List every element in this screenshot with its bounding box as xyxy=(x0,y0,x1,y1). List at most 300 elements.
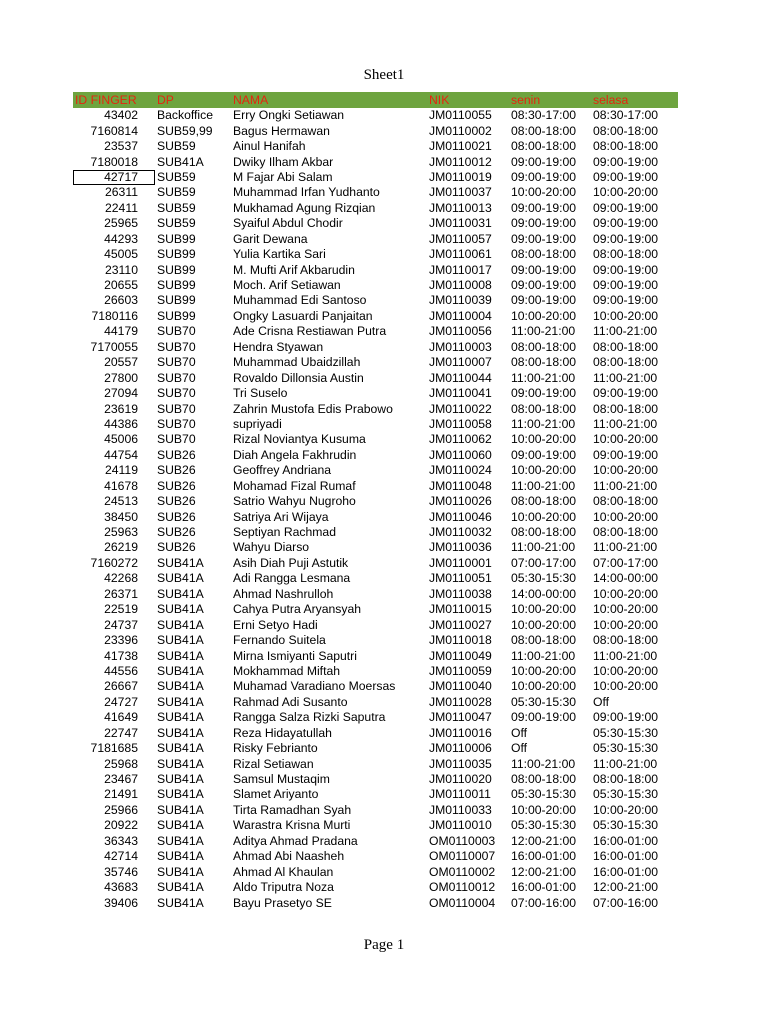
cell-id-finger[interactable]: 23537 xyxy=(104,139,138,154)
cell-selasa[interactable]: 09:00-19:00 xyxy=(593,200,659,215)
cell-dp[interactable]: SUB99 xyxy=(157,293,196,308)
cell-dp[interactable]: SUB99 xyxy=(157,278,196,293)
cell-senin[interactable]: 11:00-21:00 xyxy=(511,324,576,339)
cell-nik[interactable]: JM0110016 xyxy=(429,725,492,740)
cell-dp[interactable]: SUB99 xyxy=(157,247,196,262)
cell-senin[interactable]: 09:00-19:00 xyxy=(511,710,577,725)
cell-dp[interactable]: SUB41A xyxy=(157,679,204,694)
cell-senin[interactable]: 09:00-19:00 xyxy=(511,293,577,308)
cell-id-finger[interactable]: 7180018 xyxy=(90,154,138,169)
cell-nama[interactable]: M. Mufti Arif Akbarudin xyxy=(233,262,355,277)
cell-id-finger[interactable]: 41738 xyxy=(104,648,138,663)
cell-id-finger[interactable]: 38450 xyxy=(104,509,138,524)
cell-nik[interactable]: JM0110037 xyxy=(429,185,492,200)
cell-dp[interactable]: SUB41A xyxy=(157,617,204,632)
cell-nik[interactable]: JM0110013 xyxy=(429,200,492,215)
cell-selasa[interactable]: 05:30-15:30 xyxy=(593,818,659,833)
cell-nik[interactable]: JM0110028 xyxy=(429,694,492,709)
cell-nama[interactable]: Mokhammad Miftah xyxy=(233,663,341,678)
cell-selasa[interactable]: 09:00-19:00 xyxy=(593,710,659,725)
cell-senin[interactable]: 09:00-19:00 xyxy=(511,278,577,293)
cell-senin[interactable]: 11:00-21:00 xyxy=(511,416,576,431)
cell-dp[interactable]: SUB41A xyxy=(157,663,204,678)
cell-nik[interactable]: JM0110059 xyxy=(429,663,492,678)
cell-id-finger[interactable]: 23467 xyxy=(104,772,138,787)
cell-senin[interactable]: Off xyxy=(511,741,528,756)
cell-nik[interactable]: JM0110060 xyxy=(429,447,492,462)
cell-selasa[interactable]: 10:00-20:00 xyxy=(593,679,659,694)
cell-id-finger[interactable]: 43683 xyxy=(104,880,138,895)
cell-nik[interactable]: JM0110035 xyxy=(429,756,492,771)
cell-nik[interactable]: JM0110057 xyxy=(429,231,492,246)
cell-senin[interactable]: 05:30-15:30 xyxy=(511,818,577,833)
cell-id-finger[interactable]: 22519 xyxy=(104,602,138,617)
cell-nama[interactable]: Syaiful Abdul Chodir xyxy=(233,216,343,231)
cell-id-finger[interactable]: 26311 xyxy=(105,185,138,200)
cell-senin[interactable]: 16:00-01:00 xyxy=(511,849,577,864)
cell-nik[interactable]: JM0110056 xyxy=(429,324,492,339)
cell-id-finger[interactable]: 23396 xyxy=(104,633,138,648)
cell-senin[interactable]: 10:00-20:00 xyxy=(511,308,577,323)
cell-nama[interactable]: Tirta Ramadhan Syah xyxy=(233,802,352,817)
cell-senin[interactable]: 10:00-20:00 xyxy=(511,185,577,200)
cell-selasa[interactable]: 11:00-21:00 xyxy=(593,324,658,339)
cell-nama[interactable]: Rizal Setiawan xyxy=(233,756,314,771)
cell-senin[interactable]: 10:00-20:00 xyxy=(511,617,577,632)
cell-senin[interactable]: Off xyxy=(511,725,528,740)
cell-selasa[interactable]: 08:00-18:00 xyxy=(593,525,659,540)
cell-nama[interactable]: Asih Diah Puji Astutik xyxy=(233,555,349,570)
cell-nik[interactable]: JM0110044 xyxy=(429,370,492,385)
cell-dp[interactable]: SUB59 xyxy=(157,216,196,231)
cell-selasa[interactable]: 10:00-20:00 xyxy=(593,509,659,524)
cell-id-finger[interactable]: 41649 xyxy=(104,710,138,725)
cell-nik[interactable]: JM0110058 xyxy=(429,416,492,431)
cell-senin[interactable]: 09:00-19:00 xyxy=(511,216,577,231)
cell-selasa[interactable]: 10:00-20:00 xyxy=(593,586,659,601)
cell-selasa[interactable]: 10:00-20:00 xyxy=(593,602,659,617)
cell-nik[interactable]: JM0110007 xyxy=(429,355,492,370)
cell-senin[interactable]: 08:00-18:00 xyxy=(511,355,577,370)
cell-nik[interactable]: JM0110024 xyxy=(429,463,492,478)
cell-nama[interactable]: Mirna Ismiyanti Saputri xyxy=(233,648,357,663)
cell-id-finger[interactable]: 36343 xyxy=(104,833,138,848)
cell-senin[interactable]: 10:00-20:00 xyxy=(511,602,577,617)
cell-selasa[interactable]: 05:30-15:30 xyxy=(593,725,659,740)
cell-dp[interactable]: SUB59 xyxy=(157,185,196,200)
cell-selasa[interactable]: 10:00-20:00 xyxy=(593,308,659,323)
cell-selasa[interactable]: 05:30-15:30 xyxy=(593,787,659,802)
cell-selasa[interactable]: 10:00-20:00 xyxy=(593,802,659,817)
cell-id-finger[interactable]: 26603 xyxy=(104,293,138,308)
cell-selasa[interactable]: 09:00-19:00 xyxy=(593,386,659,401)
cell-nik[interactable]: JM0110002 xyxy=(429,123,492,138)
cell-selasa[interactable]: 11:00-21:00 xyxy=(593,540,658,555)
cell-dp[interactable]: SUB41A xyxy=(157,772,204,787)
cell-senin[interactable]: 08:00-18:00 xyxy=(511,339,577,354)
cell-nik[interactable]: JM0110055 xyxy=(429,108,492,123)
cell-nama[interactable]: Adi Rangga Lesmana xyxy=(233,571,351,586)
cell-nama[interactable]: Slamet Ariyanto xyxy=(233,787,319,802)
cell-nik[interactable]: JM0110022 xyxy=(429,401,492,416)
cell-senin[interactable]: 08:00-18:00 xyxy=(511,633,577,648)
cell-id-finger[interactable]: 25965 xyxy=(104,216,138,231)
cell-selasa[interactable]: 09:00-19:00 xyxy=(593,169,659,184)
cell-id-finger[interactable]: 22411 xyxy=(105,200,138,215)
cell-senin[interactable]: 05:30-15:30 xyxy=(511,571,577,586)
cell-senin[interactable]: 08:00-18:00 xyxy=(511,525,577,540)
cell-nama[interactable]: Septiyan Rachmad xyxy=(233,525,336,540)
cell-nik[interactable]: JM0110062 xyxy=(429,432,492,447)
cell-selasa[interactable]: 08:00-18:00 xyxy=(593,247,659,262)
cell-selasa[interactable]: 10:00-20:00 xyxy=(593,617,659,632)
cell-dp[interactable]: SUB26 xyxy=(157,525,196,540)
cell-selasa[interactable]: 11:00-21:00 xyxy=(593,416,658,431)
cell-dp[interactable]: SUB26 xyxy=(157,509,196,524)
cell-senin[interactable]: 10:00-20:00 xyxy=(511,463,577,478)
cell-id-finger[interactable]: 43402 xyxy=(104,108,138,123)
cell-nama[interactable]: Garit Dewana xyxy=(233,231,308,246)
cell-nik[interactable]: OM0110007 xyxy=(429,849,496,864)
cell-selasa[interactable]: 16:00-01:00 xyxy=(593,864,659,879)
cell-nik[interactable]: JM0110001 xyxy=(429,555,492,570)
cell-selasa[interactable]: 08:00-18:00 xyxy=(593,401,659,416)
cell-id-finger[interactable]: 20655 xyxy=(104,278,138,293)
cell-id-finger[interactable]: 7181685 xyxy=(90,741,138,756)
cell-selasa[interactable]: 08:00-18:00 xyxy=(593,355,659,370)
cell-nik[interactable]: JM0110020 xyxy=(429,772,492,787)
cell-nik[interactable]: JM0110018 xyxy=(429,633,492,648)
cell-selasa[interactable]: 09:00-19:00 xyxy=(593,278,659,293)
cell-nama[interactable]: Erry Ongki Setiawan xyxy=(233,108,345,123)
cell-id-finger[interactable]: 41678 xyxy=(104,478,138,493)
cell-nama[interactable]: Mukhamad Agung Rizqian xyxy=(233,200,376,215)
cell-selasa[interactable]: 09:00-19:00 xyxy=(593,447,659,462)
cell-nama[interactable]: Diah Angela Fakhrudin xyxy=(233,447,357,462)
cell-selasa[interactable]: 05:30-15:30 xyxy=(593,741,659,756)
cell-senin[interactable]: 14:00-00:00 xyxy=(511,586,577,601)
cell-senin[interactable]: 10:00-20:00 xyxy=(511,509,577,524)
cell-nik[interactable]: JM0110048 xyxy=(429,478,492,493)
cell-senin[interactable]: 08:00-18:00 xyxy=(511,139,577,154)
cell-id-finger[interactable]: 45006 xyxy=(104,432,138,447)
cell-selasa[interactable]: 09:00-19:00 xyxy=(593,154,659,169)
cell-senin[interactable]: 12:00-21:00 xyxy=(511,833,577,848)
cell-dp[interactable]: SUB70 xyxy=(157,386,196,401)
cell-id-finger[interactable]: 35746 xyxy=(104,864,138,879)
cell-nik[interactable]: JM0110017 xyxy=(429,262,492,277)
cell-nama[interactable]: Moch. Arif Setiawan xyxy=(233,278,341,293)
cell-selasa[interactable]: 08:30-17:00 xyxy=(593,108,659,123)
cell-nama[interactable]: Ongky Lasuardi Panjaitan xyxy=(233,308,373,323)
cell-senin[interactable]: 16:00-01:00 xyxy=(511,880,577,895)
cell-dp[interactable]: SUB41A xyxy=(157,586,204,601)
cell-senin[interactable]: 10:00-20:00 xyxy=(511,679,577,694)
cell-nik[interactable]: JM0110047 xyxy=(429,710,492,725)
cell-nama[interactable]: Dwiky Ilham Akbar xyxy=(233,154,334,169)
cell-dp[interactable]: SUB41A xyxy=(157,895,204,910)
cell-nik[interactable]: JM0110041 xyxy=(429,386,492,401)
cell-id-finger[interactable]: 7160272 xyxy=(90,555,138,570)
cell-id-finger[interactable]: 26219 xyxy=(104,540,138,555)
cell-selasa[interactable]: 08:00-18:00 xyxy=(593,772,659,787)
cell-nik[interactable]: JM0110003 xyxy=(429,339,492,354)
cell-id-finger[interactable]: 24737 xyxy=(104,617,138,632)
cell-dp[interactable]: SUB41A xyxy=(157,756,204,771)
cell-selasa[interactable]: 08:00-18:00 xyxy=(593,494,659,509)
cell-dp[interactable]: Backoffice xyxy=(157,108,214,123)
cell-senin[interactable]: 05:30-15:30 xyxy=(511,787,577,802)
cell-id-finger[interactable]: 26371 xyxy=(104,586,138,601)
cell-senin[interactable]: 08:00-18:00 xyxy=(511,401,577,416)
cell-dp[interactable]: SUB26 xyxy=(157,478,196,493)
cell-nama[interactable]: Rahmad Adi Susanto xyxy=(233,694,348,709)
cell-nama[interactable]: Reza Hidayatullah xyxy=(233,725,332,740)
cell-id-finger[interactable]: 22747 xyxy=(104,725,138,740)
cell-nama[interactable]: Wahyu Diarso xyxy=(233,540,310,555)
cell-nik[interactable]: JM0110004 xyxy=(429,308,492,323)
cell-senin[interactable]: 10:00-20:00 xyxy=(511,663,577,678)
cell-dp[interactable]: SUB70 xyxy=(157,401,196,416)
cell-selasa[interactable]: 11:00-21:00 xyxy=(593,370,658,385)
cell-nik[interactable]: JM0110040 xyxy=(429,679,492,694)
cell-dp[interactable]: SUB99 xyxy=(157,308,196,323)
cell-nama[interactable]: Ahmad Nashrulloh xyxy=(233,586,334,601)
cell-nama[interactable]: Zahrin Mustofa Edis Prabowo xyxy=(233,401,393,416)
cell-nik[interactable]: JM0110032 xyxy=(429,525,492,540)
cell-senin[interactable]: 09:00-19:00 xyxy=(511,200,577,215)
cell-id-finger[interactable]: 42268 xyxy=(104,571,138,586)
cell-selasa[interactable]: 11:00-21:00 xyxy=(593,478,658,493)
cell-id-finger[interactable]: 7160814 xyxy=(90,123,138,138)
cell-dp[interactable]: SUB70 xyxy=(157,324,196,339)
cell-dp[interactable]: SUB41A xyxy=(157,818,204,833)
cell-nama[interactable]: Tri Suselo xyxy=(233,386,288,401)
cell-dp[interactable]: SUB41A xyxy=(157,154,204,169)
cell-nama[interactable]: Risky Febrianto xyxy=(233,741,318,756)
cell-nama[interactable]: Bayu Prasetyo SE xyxy=(233,895,332,910)
cell-nama[interactable]: Rovaldo Dillonsia Austin xyxy=(233,370,364,385)
cell-senin[interactable]: 09:00-19:00 xyxy=(511,231,577,246)
cell-id-finger[interactable]: 25968 xyxy=(104,756,138,771)
cell-senin[interactable]: 11:00-21:00 xyxy=(511,370,576,385)
cell-selasa[interactable]: 07:00-16:00 xyxy=(593,895,659,910)
cell-id-finger[interactable]: 27094 xyxy=(104,386,138,401)
cell-selasa[interactable]: 14:00-00:00 xyxy=(593,571,659,586)
cell-nama[interactable]: Samsul Mustaqim xyxy=(233,772,330,787)
cell-id-finger[interactable]: 44754 xyxy=(104,447,138,462)
cell-selasa[interactable]: 08:00-18:00 xyxy=(593,339,659,354)
cell-dp[interactable]: SUB41A xyxy=(157,648,204,663)
cell-nama[interactable]: Muhammad Ubaidzillah xyxy=(233,355,361,370)
cell-nama[interactable]: Rizal Noviantya Kusuma xyxy=(233,432,366,447)
cell-nik[interactable]: OM0110003 xyxy=(429,833,496,848)
cell-selasa[interactable]: 12:00-21:00 xyxy=(593,880,659,895)
cell-dp[interactable]: SUB70 xyxy=(157,355,196,370)
header-senin[interactable]: senin xyxy=(511,93,541,107)
cell-id-finger[interactable]: 44556 xyxy=(104,663,138,678)
cell-nama[interactable]: Mohamad Fizal Rumaf xyxy=(233,478,356,493)
cell-id-finger[interactable]: 24119 xyxy=(105,463,138,478)
cell-senin[interactable]: 11:00-21:00 xyxy=(511,756,576,771)
cell-nik[interactable]: OM0110002 xyxy=(429,864,496,879)
cell-nama[interactable]: Aditya Ahmad Pradana xyxy=(233,833,358,848)
cell-nik[interactable]: JM0110026 xyxy=(429,494,492,509)
cell-id-finger[interactable]: 7180116 xyxy=(91,308,138,323)
cell-nama[interactable]: Bagus Hermawan xyxy=(233,123,330,138)
cell-nama[interactable]: supriyadi xyxy=(233,416,282,431)
cell-id-finger[interactable]: 42714 xyxy=(104,849,138,864)
cell-selasa[interactable]: 08:00-18:00 xyxy=(593,633,659,648)
cell-id-finger[interactable]: 20922 xyxy=(104,818,138,833)
cell-nama[interactable]: Ade Crisna Restiawan Putra xyxy=(233,324,387,339)
cell-senin[interactable]: 09:00-19:00 xyxy=(511,447,577,462)
cell-selasa[interactable]: 11:00-21:00 xyxy=(593,648,658,663)
cell-senin[interactable]: 10:00-20:00 xyxy=(511,432,577,447)
cell-selasa[interactable]: 16:00-01:00 xyxy=(593,849,659,864)
cell-senin[interactable]: 12:00-21:00 xyxy=(511,864,577,879)
cell-dp[interactable]: SUB41A xyxy=(157,694,204,709)
cell-nik[interactable]: JM0110046 xyxy=(429,509,492,524)
cell-id-finger[interactable]: 45005 xyxy=(104,247,138,262)
cell-nama[interactable]: Muhamad Varadiano Moersas xyxy=(233,679,396,694)
cell-selasa[interactable]: 07:00-17:00 xyxy=(593,555,659,570)
cell-nik[interactable]: OM0110004 xyxy=(429,895,496,910)
cell-dp[interactable]: SUB41A xyxy=(157,787,204,802)
cell-dp[interactable]: SUB41A xyxy=(157,864,204,879)
cell-nik[interactable]: JM0110008 xyxy=(429,278,492,293)
cell-id-finger[interactable]: 21491 xyxy=(104,787,138,802)
cell-id-finger[interactable]: 25963 xyxy=(104,525,138,540)
cell-nik[interactable]: JM0110061 xyxy=(429,247,492,262)
cell-id-finger[interactable]: 44293 xyxy=(104,231,138,246)
cell-selasa[interactable]: 16:00-01:00 xyxy=(593,833,659,848)
cell-nik[interactable]: JM0110019 xyxy=(429,169,492,184)
cell-nik[interactable]: JM0110010 xyxy=(429,818,492,833)
cell-selasa[interactable]: Off xyxy=(593,694,610,709)
cell-nama[interactable]: Ahmad Abi Naasheh xyxy=(233,849,345,864)
cell-nama[interactable]: Erni Setyo Hadi xyxy=(233,617,318,632)
cell-senin[interactable]: 07:00-16:00 xyxy=(511,895,577,910)
cell-selasa[interactable]: 09:00-19:00 xyxy=(593,216,659,231)
header-nama[interactable]: NAMA xyxy=(233,93,269,107)
header-dp[interactable]: DP xyxy=(157,93,174,107)
cell-senin[interactable]: 09:00-19:00 xyxy=(511,386,577,401)
cell-dp[interactable]: SUB59,99 xyxy=(157,123,213,138)
cell-id-finger[interactable]: 24513 xyxy=(104,494,138,509)
cell-selasa[interactable]: 09:00-19:00 xyxy=(593,262,659,277)
cell-nama[interactable]: Rangga Salza Rizki Saputra xyxy=(233,710,386,725)
cell-nama[interactable]: Muhammad Irfan Yudhanto xyxy=(233,185,380,200)
cell-dp[interactable]: SUB41A xyxy=(157,555,204,570)
cell-dp[interactable]: SUB26 xyxy=(157,463,196,478)
cell-nama[interactable]: Fernando Suitela xyxy=(233,633,326,648)
cell-nama[interactable]: Satriya Ari Wijaya xyxy=(233,509,329,524)
cell-dp[interactable]: SUB41A xyxy=(157,802,204,817)
cell-id-finger[interactable]: 23619 xyxy=(104,401,138,416)
cell-dp[interactable]: SUB59 xyxy=(157,200,196,215)
cell-nama[interactable]: M Fajar Abi Salam xyxy=(233,169,333,184)
cell-senin[interactable]: 09:00-19:00 xyxy=(511,262,577,277)
cell-nama[interactable]: Satrio Wahyu Nugroho xyxy=(233,494,356,509)
cell-dp[interactable]: SUB41A xyxy=(157,741,204,756)
cell-dp[interactable]: SUB26 xyxy=(157,540,196,555)
cell-id-finger[interactable]: 27800 xyxy=(104,370,138,385)
cell-selasa[interactable]: 08:00-18:00 xyxy=(593,139,659,154)
cell-senin[interactable]: 11:00-21:00 xyxy=(511,478,576,493)
cell-id-finger[interactable]: 42717 xyxy=(73,170,155,185)
cell-id-finger[interactable]: 25966 xyxy=(104,802,138,817)
cell-dp[interactable]: SUB70 xyxy=(157,432,196,447)
cell-senin[interactable]: 08:00-18:00 xyxy=(511,494,577,509)
cell-dp[interactable]: SUB70 xyxy=(157,339,196,354)
cell-nama[interactable]: Aldo Triputra Noza xyxy=(233,880,334,895)
cell-senin[interactable]: 09:00-19:00 xyxy=(511,154,577,169)
cell-dp[interactable]: SUB26 xyxy=(157,494,196,509)
cell-id-finger[interactable]: 39406 xyxy=(104,895,138,910)
header-nik[interactable]: NIK xyxy=(429,93,450,107)
cell-dp[interactable]: SUB41A xyxy=(157,833,204,848)
cell-nik[interactable]: JM0110006 xyxy=(429,741,492,756)
cell-dp[interactable]: SUB41A xyxy=(157,880,204,895)
cell-nik[interactable]: JM0110049 xyxy=(429,648,492,663)
cell-senin[interactable]: 11:00-21:00 xyxy=(511,540,576,555)
cell-nama[interactable]: Ahmad Al Khaulan xyxy=(233,864,334,879)
cell-dp[interactable]: SUB41A xyxy=(157,849,204,864)
cell-id-finger[interactable]: 23110 xyxy=(105,262,138,277)
cell-selasa[interactable]: 10:00-20:00 xyxy=(593,432,659,447)
cell-senin[interactable]: 08:00-18:00 xyxy=(511,247,577,262)
cell-nama[interactable]: Muhammad Edi Santoso xyxy=(233,293,367,308)
cell-id-finger[interactable]: 7170055 xyxy=(90,339,138,354)
cell-nama[interactable]: Geoffrey Andriana xyxy=(233,463,332,478)
cell-dp[interactable]: SUB41A xyxy=(157,633,204,648)
cell-dp[interactable]: SUB99 xyxy=(157,231,196,246)
cell-selasa[interactable]: 09:00-19:00 xyxy=(593,231,659,246)
cell-nik[interactable]: OM0110012 xyxy=(429,880,496,895)
cell-nik[interactable]: JM0110031 xyxy=(429,216,492,231)
cell-nik[interactable]: JM0110012 xyxy=(429,154,492,169)
cell-nik[interactable]: JM0110038 xyxy=(429,586,492,601)
cell-nik[interactable]: JM0110011 xyxy=(429,787,491,802)
cell-id-finger[interactable]: 20557 xyxy=(104,355,138,370)
header-selasa[interactable]: selasa xyxy=(593,93,629,107)
cell-senin[interactable]: 08:00-18:00 xyxy=(511,123,577,138)
cell-senin[interactable]: 07:00-17:00 xyxy=(511,555,577,570)
cell-dp[interactable]: SUB70 xyxy=(157,370,196,385)
cell-senin[interactable]: 10:00-20:00 xyxy=(511,802,577,817)
cell-selasa[interactable]: 10:00-20:00 xyxy=(593,185,659,200)
cell-senin[interactable]: 09:00-19:00 xyxy=(511,169,577,184)
cell-selasa[interactable]: 10:00-20:00 xyxy=(593,463,659,478)
cell-id-finger[interactable]: 44179 xyxy=(104,324,138,339)
cell-dp[interactable]: SUB41A xyxy=(157,710,204,725)
cell-id-finger[interactable]: 26667 xyxy=(104,679,138,694)
cell-nama[interactable]: Yulia Kartika Sari xyxy=(233,247,326,262)
cell-selasa[interactable]: 10:00-20:00 xyxy=(593,663,659,678)
header-id-finger[interactable]: ID FINGER xyxy=(75,93,137,107)
cell-nik[interactable]: JM0110033 xyxy=(429,802,492,817)
cell-nama[interactable]: Warastra Krisna Murti xyxy=(233,818,351,833)
cell-nik[interactable]: JM0110036 xyxy=(429,540,492,555)
cell-dp[interactable]: SUB41A xyxy=(157,571,204,586)
cell-dp[interactable]: SUB99 xyxy=(157,262,196,277)
cell-id-finger[interactable]: 44386 xyxy=(104,416,138,431)
cell-selasa[interactable]: 09:00-19:00 xyxy=(593,293,659,308)
cell-nama[interactable]: Ainul Hanifah xyxy=(233,139,306,154)
cell-senin[interactable]: 11:00-21:00 xyxy=(511,648,576,663)
cell-dp[interactable]: SUB26 xyxy=(157,447,196,462)
